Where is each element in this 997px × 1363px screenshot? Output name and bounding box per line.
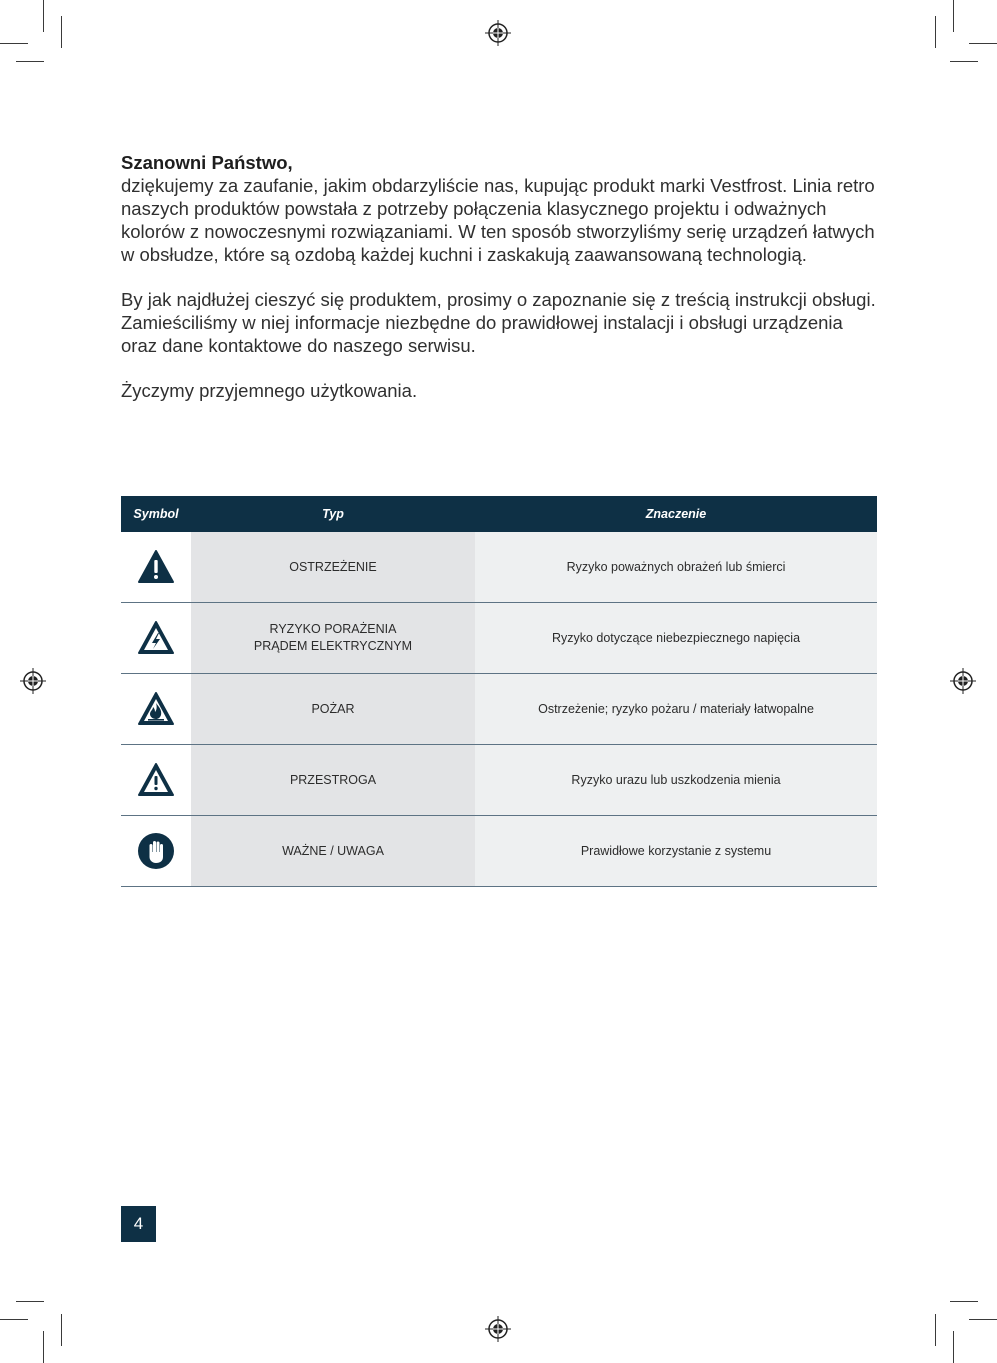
table-row xyxy=(121,532,877,603)
table-row xyxy=(121,745,877,816)
type-cell: PRZESTROGA xyxy=(191,745,475,815)
registration-mark-icon xyxy=(950,668,976,694)
crop-mark xyxy=(16,1301,44,1302)
crop-mark xyxy=(0,43,28,44)
crop-mark xyxy=(61,16,62,48)
type-line: PRĄDEM ELEKTRYCZNYM xyxy=(253,639,413,653)
crop-mark xyxy=(950,61,978,62)
crop-mark xyxy=(969,43,997,44)
registration-mark-icon xyxy=(485,1316,511,1342)
type-cell: OSTRZEŻENIE xyxy=(191,532,475,602)
crop-mark xyxy=(953,1331,954,1363)
meaning-cell: Ryzyko poważnych obrażeń lub śmierci xyxy=(475,532,877,602)
crop-mark xyxy=(61,1314,62,1346)
intro-paragraph: dziękujemy za zaufanie, jakim obdarzyliście nas, kupując produkt marki Vestfrost. Linia retro naszych produktów powstała z potrzeby połączenia klasycznego projektu i odważnych kolorów z nowoczesnymi rozwiązaniami. W ten sposób stworzyliśmy serię urządzeń łatwych w obsłudze, które są ozdobą każdej kuchni i zaskakują zaawansowaną technologią. xyxy=(121,175,875,265)
meaning-cell: Prawidłowe korzystanie z systemu xyxy=(475,816,877,886)
page-number: 4 xyxy=(121,1206,156,1242)
greeting: Szanowni Państwo, xyxy=(121,152,293,173)
fire-hazard-icon xyxy=(137,690,175,728)
crop-mark xyxy=(43,1331,44,1363)
caution-outline-icon xyxy=(137,761,175,799)
type-cell: WAŻNE / UWAGA xyxy=(191,816,475,886)
registration-mark-icon xyxy=(485,20,511,46)
closing-line: Życzymy przyjemnego użytkowania. xyxy=(121,380,418,401)
warning-filled-icon xyxy=(137,548,175,586)
crop-mark xyxy=(16,61,44,62)
symbols-table xyxy=(121,496,877,887)
crop-mark xyxy=(950,1301,978,1302)
table-row xyxy=(121,674,877,745)
crop-mark xyxy=(0,1319,28,1320)
intro-text xyxy=(121,151,881,402)
meaning-cell: Ryzyko dotyczące niebezpiecznego napięcia xyxy=(475,603,877,673)
type-cell: POŻAR xyxy=(191,674,475,744)
crop-mark xyxy=(953,0,954,32)
electric-shock-icon xyxy=(137,619,175,657)
crop-mark xyxy=(935,1314,936,1346)
table-row xyxy=(121,603,877,674)
type-cell xyxy=(191,603,475,673)
meaning-cell: Ostrzeżenie; ryzyko pożaru / materiały łatwopalne xyxy=(475,674,877,744)
crop-mark xyxy=(935,16,936,48)
table-header xyxy=(121,496,877,532)
intro-paragraph: By jak najdłużej cieszyć się produktem, prosimy o zapoznanie się z treścią instrukcji obsługi. Zamieściliśmy w niej informacje niezbędne do prawidłowej instalacji i obsługi urządzenia oraz dane kontaktowe do naszego serwisu. xyxy=(121,289,876,356)
table-row xyxy=(121,816,877,887)
header-type: Typ xyxy=(322,507,344,521)
header-meaning: Znaczenie xyxy=(645,507,707,521)
crop-mark xyxy=(43,0,44,32)
registration-mark-icon xyxy=(20,668,46,694)
header-symbol: Symbol xyxy=(133,507,179,521)
crop-mark xyxy=(969,1319,997,1320)
type-line: RYZYKO PORAŻENIA xyxy=(269,622,397,636)
meaning-cell: Ryzyko urazu lub uszkodzenia mienia xyxy=(475,745,877,815)
hand-stop-icon xyxy=(137,832,175,870)
